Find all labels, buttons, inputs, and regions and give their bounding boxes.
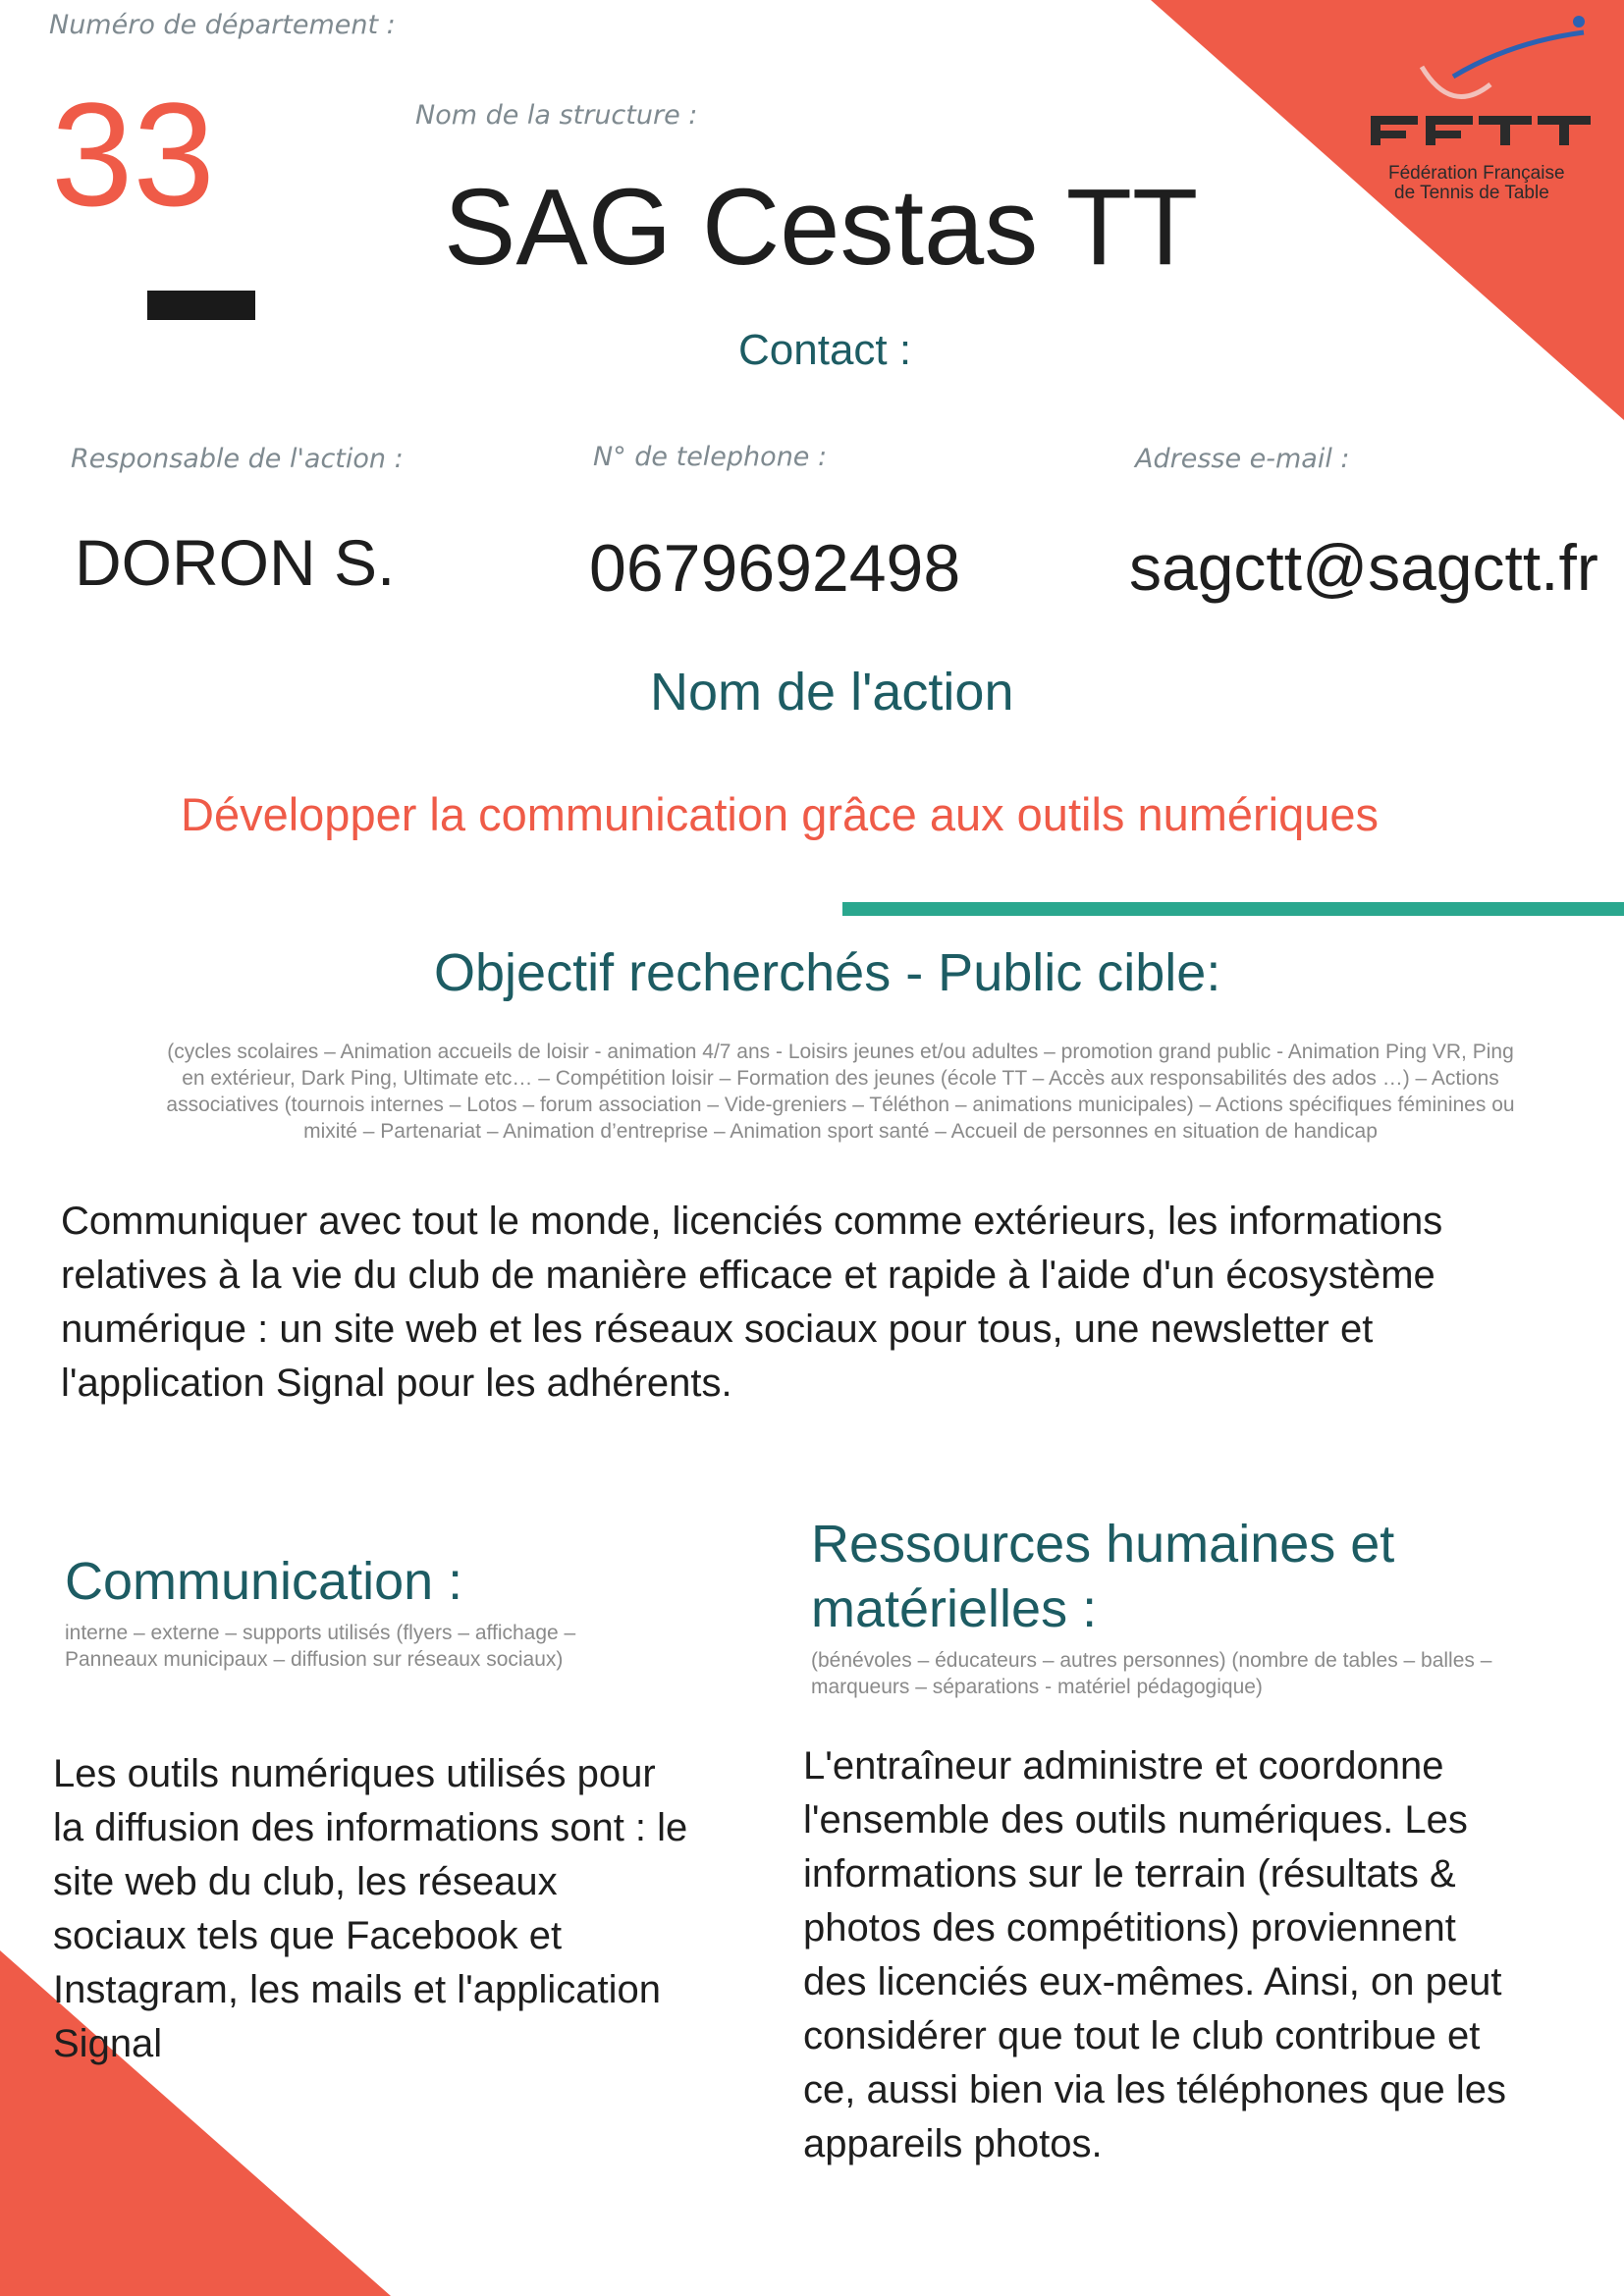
department-caption: Numéro de département : (49, 10, 396, 40)
communication-text: Les outils numériques utilisés pour la diffusion des informations sont : le site web du club, les réseaux sociaux tels que Facebook et Instagram, les mails et l'application Signal (53, 1752, 688, 2065)
phone-caption: N° de telephone : (593, 442, 828, 472)
contact-heading: Contact : (738, 326, 912, 374)
action-heading: Nom de l'action (650, 663, 1014, 721)
fftt-logo (1363, 8, 1598, 204)
fftt-logo-line2: de Tennis de Table (1394, 183, 1549, 203)
department-underline (147, 291, 255, 320)
structure-caption: Nom de la structure : (415, 100, 698, 131)
action-name: Développer la communication grâce aux outils numériques (181, 788, 1380, 840)
department-number: 33 (51, 72, 215, 237)
ressources-text: L'entraîneur administre et coordonne l'ensemble des outils numériques. Les informations sur le terrain (résultats & photos des compétitions) proviennent des licenciés eux-mêmes. Ainsi, on peut considérer que tout le club contribue et ce, aussi bien via les téléphones que les appareils photos. (803, 1744, 1507, 2165)
email-caption: Adresse e-mail : (1135, 444, 1350, 474)
objectif-heading: Objectif recherchés - Public cible: (434, 943, 1221, 1002)
objectif-text: Communiquer avec tout le monde, licenciés comme extérieurs, les informations relatives à la vie du club de manière efficace et rapide à l'aide d'un écosystème numérique : un site web et les réseaux sociaux pour tous, une newsletter et l'application Signal pour les adhérents. (61, 1200, 1443, 1405)
communication-heading: Communication : (65, 1552, 463, 1611)
ressources-hint: (bénévoles – éducateurs – autres personnes) (nombre de tables – balles – marqueurs – séparations - matériel pédagogique) (811, 1649, 1492, 1698)
fftt-logo-mark (1363, 8, 1598, 145)
phone-value: 0679692498 (589, 531, 961, 606)
responsable-caption: Responsable de l'action : (71, 444, 404, 474)
responsable-value: DORON S. (75, 526, 396, 599)
structure-name: SAG Cestas TT (444, 167, 1199, 288)
ressources-heading: Ressources humaines et matérielles : (811, 1515, 1395, 1638)
email-value: sagctt@sagctt.fr (1129, 531, 1598, 604)
teal-divider (842, 902, 1624, 916)
objectif-hint: (cycles scolaires – Animation accueils de loisir - animation 4/7 ans - Loisirs jeunes et/ou adultes – promotion grand public - Animation Ping VR, Ping en extérieur, Dark Ping, Ultimate etc… – Compétition loisir – Formation des jeunes (école TT – Accès aux responsabilités des ados …) – Actions associatives (tournois internes – Lotos – forum association – Vide-greniers – Téléthon – animations municipales) – Actions spécifiques féminines ou mixité – Partenariat – Animation d’entreprise – Animation sport santé – Accueil de personnes en situation de handicap (166, 1041, 1515, 1143)
communication-hint: interne – externe – supports utilisés (flyers – affichage – Panneaux municipaux – diffusion sur réseaux sociaux) (65, 1622, 576, 1671)
fftt-logo-line1: Fédération Française (1388, 163, 1565, 184)
